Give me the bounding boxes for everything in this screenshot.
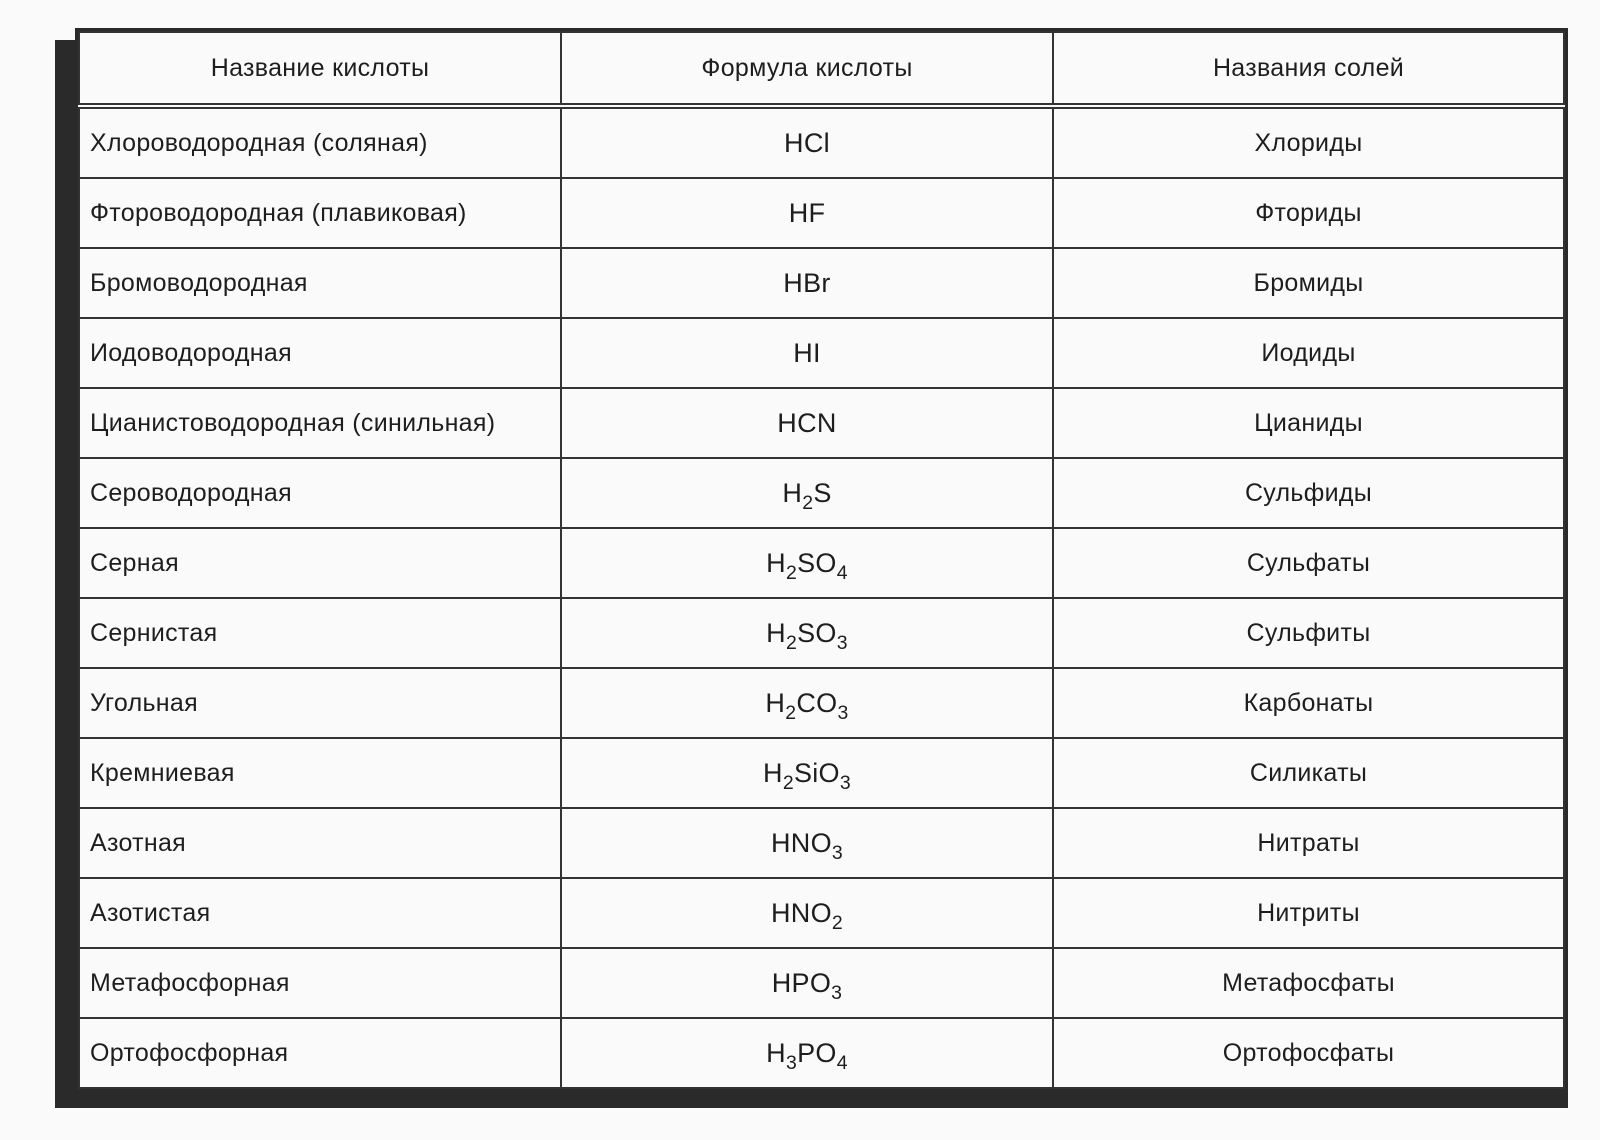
table-row [79,1018,1564,1088]
salt-name-cell: Ортофосфаты [1053,1018,1564,1088]
formula-subscript: 2 [785,561,798,584]
salt-name-cell: Фториды [1053,178,1564,248]
formula-subscript: 4 [836,1051,848,1074]
acid-formula-cell [561,318,1053,388]
acid-name-cell: Ортофосфорная [79,1018,561,1088]
formula-part: H [765,687,786,718]
salt-name-cell: Метафосфаты [1053,948,1564,1018]
formula-subscript: 3 [837,701,849,724]
acid-formula-cell [561,458,1053,528]
table-row [79,668,1564,738]
acid-formula-cell [561,738,1053,808]
formula-part: PO [797,1037,837,1068]
table-row [79,318,1564,388]
formula-part: CO [796,687,838,718]
header-row [79,32,1564,106]
formula-part: SiO [793,757,840,788]
table-row [79,178,1564,248]
formula-part: H [763,757,783,788]
formula-part: HF [788,197,826,228]
salt-name-cell: Цианиды [1053,388,1564,458]
acid-name-cell: Цианистоводородная (синильная) [79,388,561,458]
header-salt-names: Названия солей [1053,32,1564,106]
formula-subscript: 2 [831,911,844,934]
scan-shadow-left [55,40,77,1105]
table-row [79,248,1564,318]
table-row [79,528,1564,598]
formula-part: HNO [770,897,832,928]
formula-subscript: 3 [785,1051,798,1074]
formula-subscript: 3 [839,771,851,794]
acid-formula-cell [561,528,1053,598]
acid-formula-cell [561,178,1053,248]
scan-shadow-bottom [55,1090,1568,1108]
table-body [79,106,1564,1088]
formula-part: SO [797,547,837,578]
acid-name-cell: Фтороводородная (плавиковая) [79,178,561,248]
formula-part: HI [793,337,821,368]
acid-name-cell: Серная [79,528,561,598]
table-row [79,106,1564,178]
formula-subscript: 4 [836,561,848,584]
table-row [79,738,1564,808]
table-row [79,388,1564,458]
formula-subscript: 2 [802,491,814,514]
table-row [79,948,1564,1018]
table-row [79,598,1564,668]
acids-salts-table [78,31,1565,1089]
salt-name-cell: Сульфаты [1053,528,1564,598]
formula-subscript: 2 [785,631,798,654]
acid-name-cell: Сернистая [79,598,561,668]
acid-formula-cell [561,948,1053,1018]
acid-formula-cell [561,668,1053,738]
salt-name-cell: Сульфиты [1053,598,1564,668]
salt-name-cell: Силикаты [1053,738,1564,808]
acid-name-cell: Бромоводородная [79,248,561,318]
table-row [79,808,1564,878]
salt-name-cell: Сульфиды [1053,458,1564,528]
acid-name-cell: Сероводородная [79,458,561,528]
formula-subscript: 3 [831,981,843,1004]
salt-name-cell: Нитраты [1053,808,1564,878]
header-acid-formula: Формула кислоты [561,32,1053,106]
salt-name-cell: Нитриты [1053,878,1564,948]
formula-part: SO [797,617,837,648]
formula-part: HCl [784,127,830,158]
acid-formula-cell [561,248,1053,318]
formula-subscript: 2 [782,771,794,794]
formula-part: HNO [770,827,832,858]
formula-part: H [782,477,803,508]
acid-formula-cell [561,106,1053,178]
formula-part: H [766,617,786,648]
formula-part: S [813,477,832,508]
header-acid-name: Название кислоты [79,32,561,106]
formula-subscript: 3 [831,841,844,864]
formula-part: HBr [783,267,831,298]
table-row [79,458,1564,528]
acid-name-cell: Метафосфорная [79,948,561,1018]
formula-part: HPO [771,967,832,998]
formula-subscript: 3 [836,631,848,654]
salt-name-cell: Хлориды [1053,106,1564,178]
acid-name-cell: Хлороводородная (соляная) [79,106,561,178]
acid-formula-cell [561,878,1053,948]
acid-name-cell: Кремниевая [79,738,561,808]
acid-formula-cell [561,1018,1053,1088]
acid-name-cell: Азотистая [79,878,561,948]
salt-name-cell: Карбонаты [1053,668,1564,738]
acid-formula-cell [561,388,1053,458]
acid-name-cell: Угольная [79,668,561,738]
salt-name-cell: Иодиды [1053,318,1564,388]
formula-subscript: 2 [785,701,797,724]
acid-formula-cell [561,598,1053,668]
acid-name-cell: Иодоводородная [79,318,561,388]
formula-part: HCN [777,407,837,438]
acid-formula-cell [561,808,1053,878]
salt-name-cell: Бромиды [1053,248,1564,318]
table-row [79,878,1564,948]
formula-part: H [766,1037,786,1068]
table-header [79,32,1564,106]
formula-part: H [766,547,786,578]
acid-name-cell: Азотная [79,808,561,878]
acids-table-frame [75,28,1568,1092]
